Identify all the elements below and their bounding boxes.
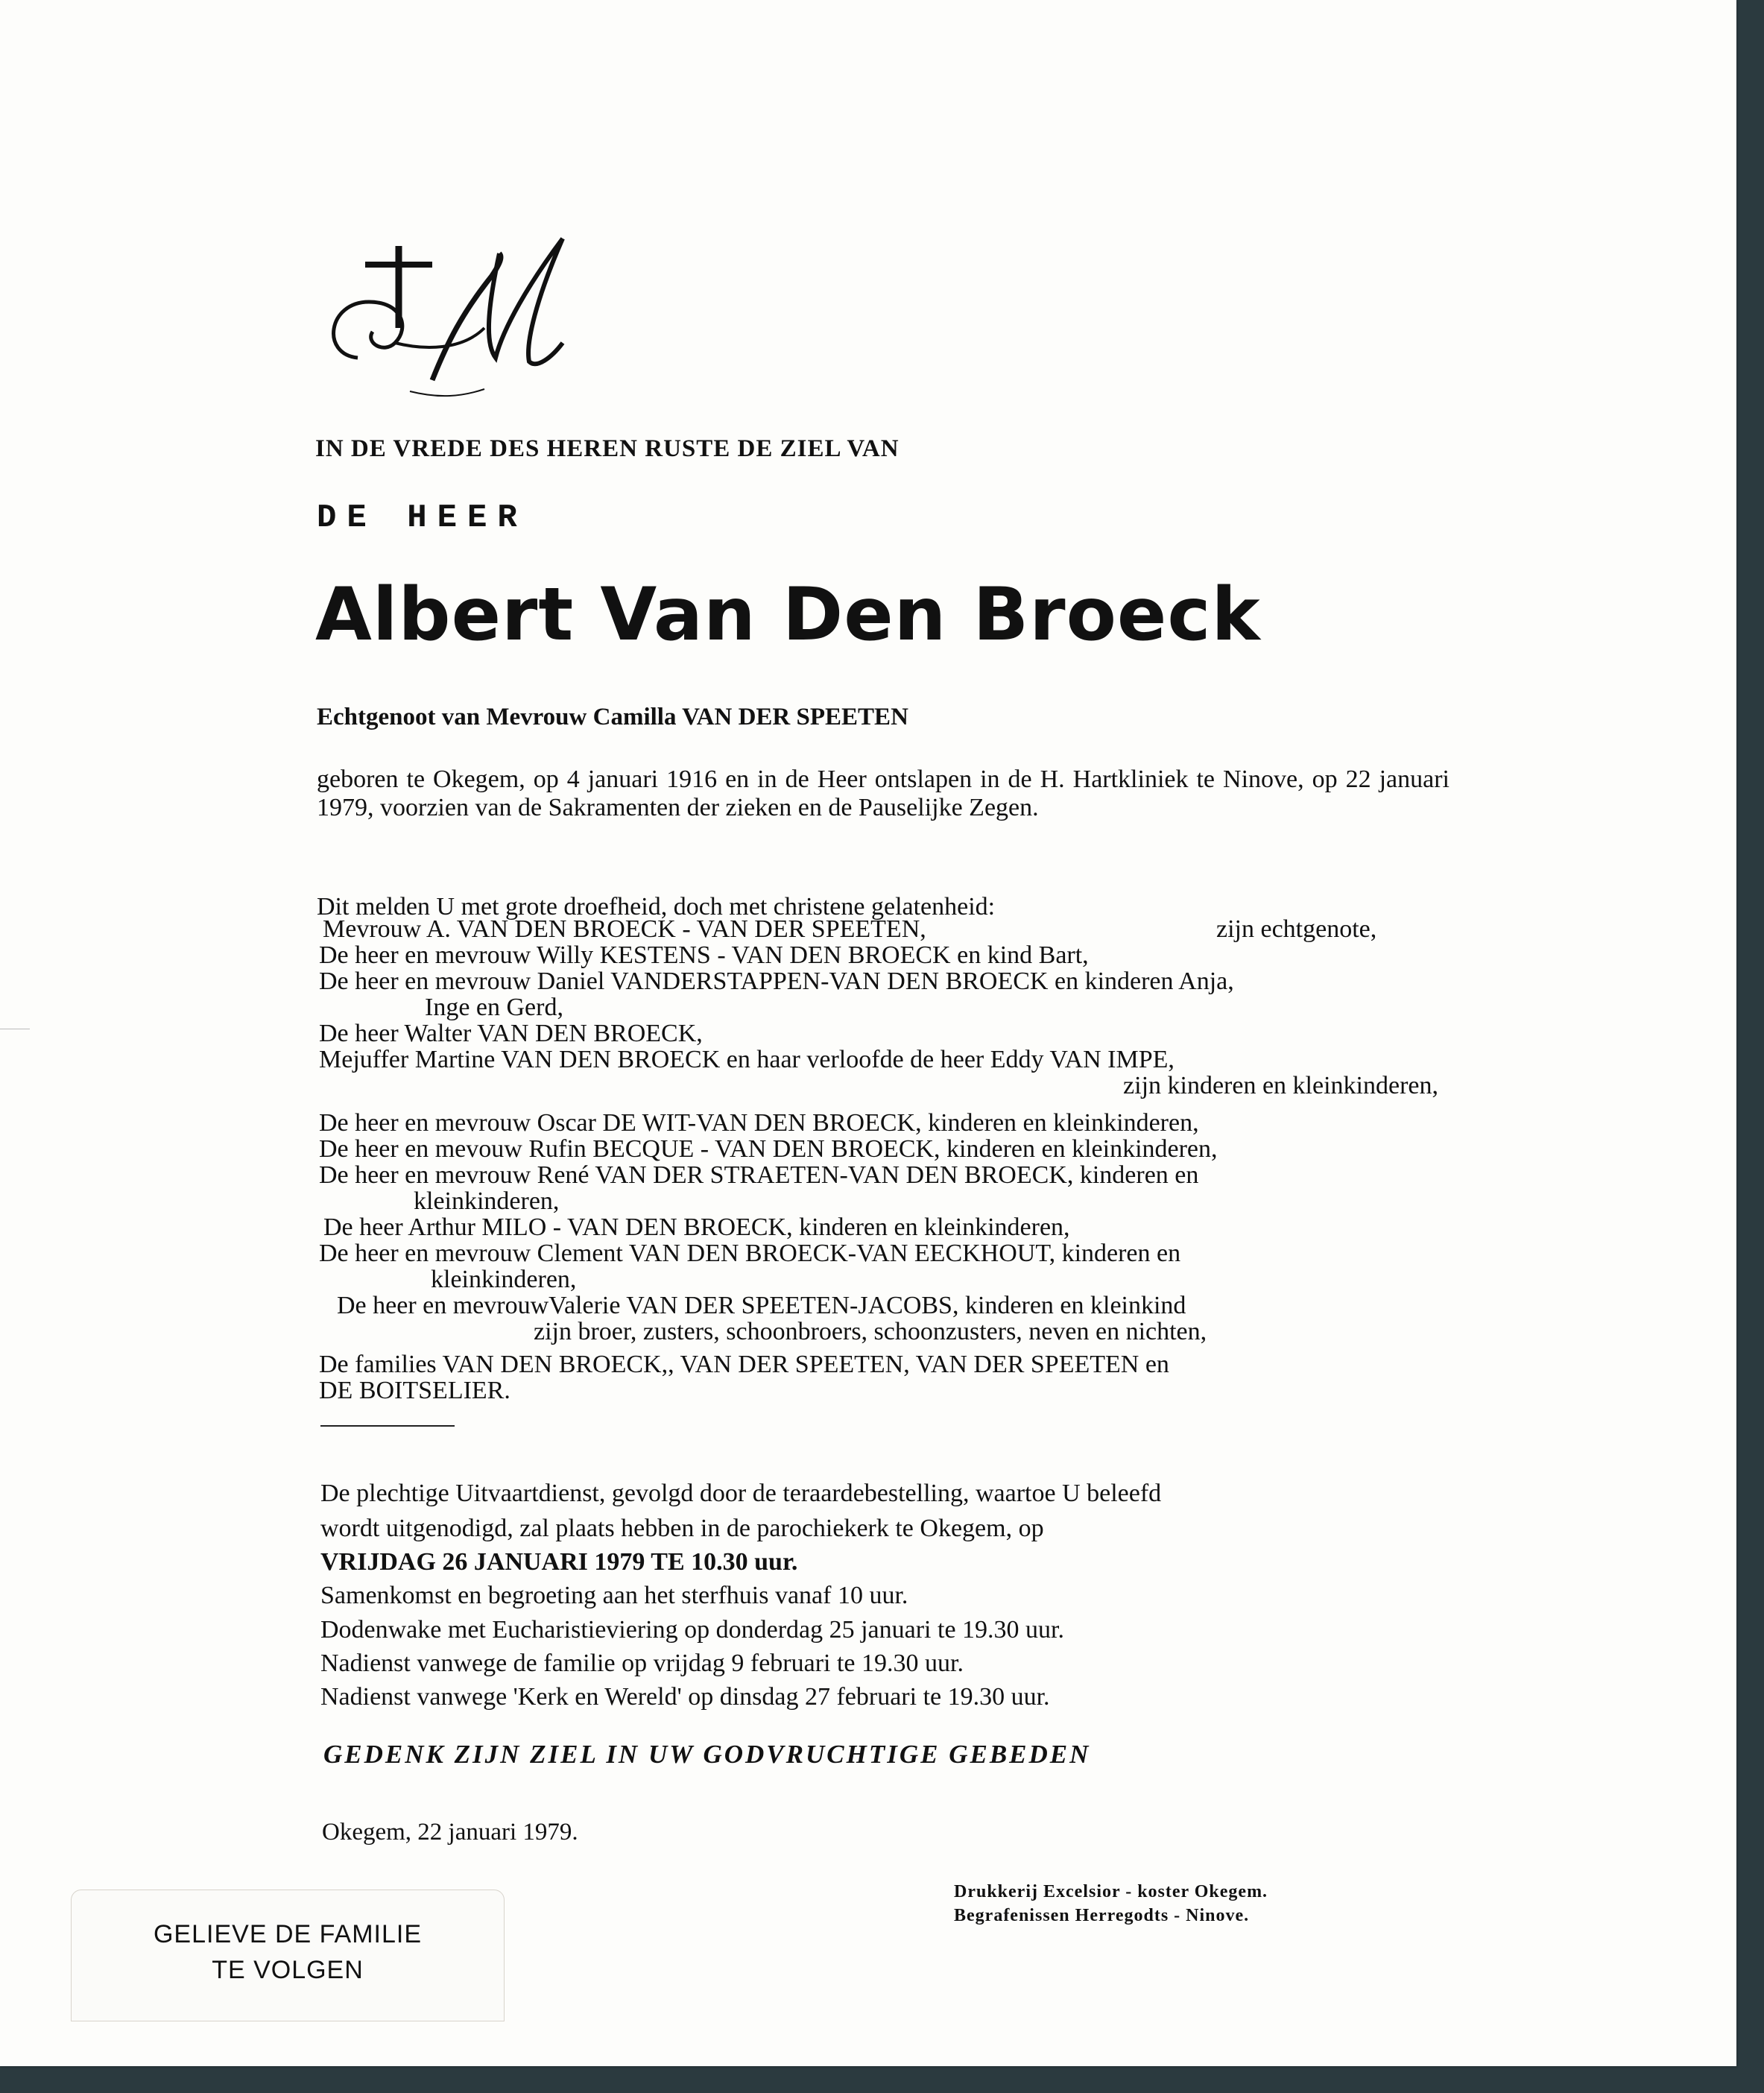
service-line: Dodenwake met Eucharistieviering op donderdag 25 januari te 19.30 uur. <box>320 1616 1064 1644</box>
cross-m-monogram-icon <box>313 231 581 402</box>
mourner-line: Mejuffer Martine VAN DEN BROECK en haar verloofde de heer Eddy VAN IMPE, <box>319 1046 1175 1073</box>
title: DE HEER <box>317 499 528 537</box>
printer-line: Drukkerij Excelsior - koster Okegem. <box>954 1882 1268 1901</box>
mourner-line: De heer en mevouw Rufin BECQUE - VAN DEN BROECK, kinderen en kleinkinderen, <box>319 1135 1218 1163</box>
mourner-line: De heer Arthur MILO - VAN DEN BROECK, kinderen en kleinkinderen, <box>323 1213 1070 1241</box>
label-line: TE VOLGEN <box>212 1956 364 1984</box>
mourner-line: kleinkinderen, <box>414 1187 560 1215</box>
remember-line: GEDENK ZIJN ZIEL IN UW GODVRUCHTIGE GEBEDEN <box>323 1740 1091 1769</box>
fold-mark <box>0 1029 30 1052</box>
mourner-line: kleinkinderen, <box>431 1266 577 1293</box>
place-date: Okegem, 22 januari 1979. <box>322 1819 578 1846</box>
mourner-role: zijn kinderen en kleinkinderen, <box>1123 1072 1438 1099</box>
mourner-line: Mevrouw A. VAN DEN BROECK - VAN DER SPEETEN, <box>323 915 926 943</box>
mourner-line: Inge en Gerd, <box>425 994 563 1021</box>
mourner-line: De heer en mevrouw Clement VAN DEN BROECK-VAN EECKHOUT, kinderen en <box>319 1240 1181 1267</box>
service-line: Nadienst vanwege de familie op vrijdag 9 februari te 19.30 uur. <box>320 1650 964 1677</box>
service-line: Nadienst vanwege 'Kerk en Wereld' op dinsdag 27 februari te 19.30 uur. <box>320 1683 1050 1711</box>
mourner-line: De heer Walter VAN DEN BROECK, <box>319 1020 703 1047</box>
deceased-name: Albert Van Den Broeck <box>315 572 1261 657</box>
mourner-line: De heer en mevrouw René VAN DER STRAETEN-VAN DEN BROECK, kinderen en <box>319 1161 1199 1189</box>
service-line: wordt uitgenodigd, zal plaats hebben in de parochiekerk te Okegem, op <box>320 1515 1044 1542</box>
mourner-line: DE BOITSELIER. <box>319 1377 510 1404</box>
service-date: VRIJDAG 26 JANUARI 1979 TE 10.30 uur. <box>320 1548 798 1576</box>
spouse-line: Echtgenoot van Mevrouw Camilla VAN DER SPEETEN <box>317 704 908 730</box>
mourner-role: zijn broer, zusters, schoonbroers, schoonzusters, neven en nichten, <box>534 1318 1207 1345</box>
mourner-line: De heer en mevrouwValerie VAN DER SPEETEN-JACOBS, kinderen en kleinkind <box>337 1292 1186 1319</box>
mourner-line: De heer en mevrouw Oscar DE WIT-VAN DEN BROECK, kinderen en kleinkinderen, <box>319 1109 1199 1137</box>
divider <box>320 1425 455 1427</box>
follow-family-label <box>71 1890 505 2021</box>
birth-paragraph: geboren te Okegem, op 4 januari 1916 en in de Heer ontslapen in de H. Hartkliniek te Ninove, op 22 januari 1979, voorzien van de Sakramenten der zieken en de Pauselijke Zegen. <box>317 765 1450 821</box>
printer-line: Begrafenissen Herregodts - Ninove. <box>954 1906 1250 1925</box>
mourner-role: zijn echtgenote, <box>1216 915 1377 943</box>
service-line: De plechtige Uitvaartdienst, gevolgd door de teraardebestelling, waartoe U beleefd <box>320 1480 1162 1507</box>
header-line: IN DE VREDE DES HEREN RUSTE DE ZIEL VAN <box>315 435 900 462</box>
service-line: Samenkomst en begroeting aan het sterfhuis vanaf 10 uur. <box>320 1582 908 1609</box>
mourner-line: De heer en mevrouw Daniel VANDERSTAPPEN-VAN DEN BROECK en kinderen Anja, <box>319 967 1234 995</box>
label-line: GELIEVE DE FAMILIE <box>153 1920 422 1948</box>
mourner-line: De heer en mevrouw Willy KESTENS - VAN DEN BROECK en kind Bart, <box>319 941 1089 969</box>
mourners-intro: Dit melden U met grote droefheid, doch met christene gelatenheid: <box>317 893 996 921</box>
mourner-line: De families VAN DEN BROECK,, VAN DER SPEETEN, VAN DER SPEETEN en <box>319 1351 1169 1378</box>
